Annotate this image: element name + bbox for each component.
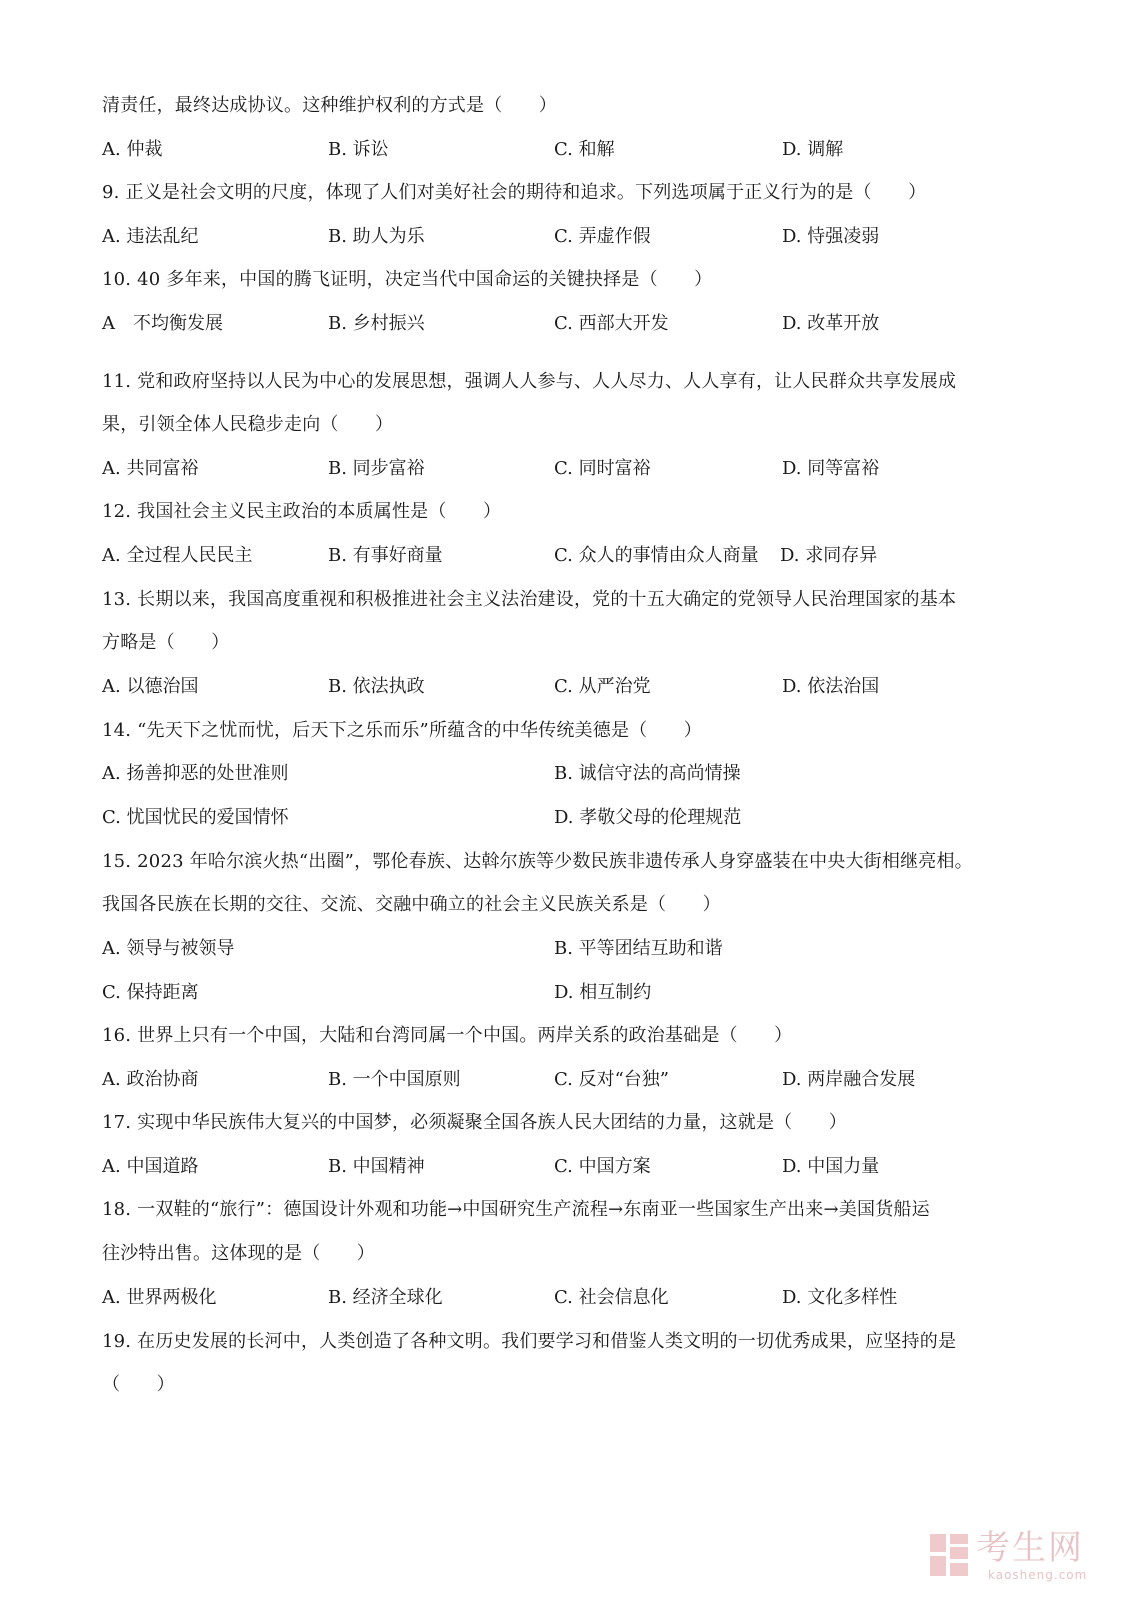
- q12-option-d: D. 求同存异: [780, 545, 878, 566]
- q11-option-c: C. 同时富裕: [554, 458, 651, 479]
- q18-option-d: D. 文化多样性: [782, 1287, 898, 1308]
- q8-stem: 清责任，最终达成协议。这种维护权利的方式是（ ）: [102, 95, 557, 116]
- q8-option-d: D. 调解: [782, 139, 844, 160]
- q18-stem-line1: 18. 一双鞋的“旅行”：德国设计外观和功能→中国研究生产流程→东南亚一些国家生产出来→美国货船运: [102, 1199, 930, 1220]
- q17-option-a: A. 中国道路: [102, 1156, 199, 1177]
- q14-stem: 14. “先天下之忧而忧，后天下之乐而乐”所蕴含的中华传统美德是（ ）: [102, 720, 702, 741]
- q12-option-c: C. 众人的事情由众人商量: [554, 545, 759, 566]
- watermark-text: 考生网: [976, 1528, 1084, 1568]
- q15-option-b: B. 平等团结互助和谐: [554, 938, 723, 959]
- q17-option-c: C. 中国方案: [554, 1156, 651, 1177]
- q12-option-a: A. 全过程人民民主: [102, 545, 253, 566]
- q11-stem-line1: 11. 党和政府坚持以人民为中心的发展思想，强调人人参与、人人尽力、人人享有，让人民群众共享发展成: [102, 371, 957, 392]
- q18-option-c: C. 社会信息化: [554, 1287, 669, 1308]
- q11-stem-line2: 果，引领全体人民稳步走向（ ）: [102, 414, 394, 435]
- q17-option-b: B. 中国精神: [328, 1156, 425, 1177]
- q13-option-c: C. 从严治党: [554, 676, 651, 697]
- q10-stem: 10. 40 多年来，中国的腾飞证明，决定当代中国命运的关键抉择是（ ）: [102, 269, 713, 290]
- q9-stem: 9. 正义是社会文明的尺度，体现了人们对美好社会的期待和追求。下列选项属于正义行为的是（ ）: [102, 182, 927, 203]
- q14-option-b: B. 诚信守法的高尚情操: [554, 763, 741, 784]
- q12-option-b: B. 有事好商量: [328, 545, 443, 566]
- watermark-url: kaosheng.com: [988, 1568, 1088, 1582]
- q11-option-a: A. 共同富裕: [102, 458, 199, 479]
- q9-option-d: D. 恃强凌弱: [782, 226, 880, 247]
- q19-stem-line2: （ ）: [102, 1374, 175, 1395]
- q15-stem-line2: 我国各民族在长期的交往、交流、交融中确立的社会主义民族关系是（ ）: [102, 894, 721, 915]
- q14-option-d: D. 孝敬父母的伦理规范: [554, 807, 742, 828]
- q14-option-a: A. 扬善抑恶的处世准则: [102, 763, 289, 784]
- q13-stem-line2: 方略是（ ）: [102, 632, 230, 653]
- q12-stem: 12. 我国社会主义民主政治的本质属性是（ ）: [102, 501, 502, 522]
- q15-stem-line1: 15. 2023 年哈尔滨火热“出圈”，鄂伦春族、达斡尔族等少数民族非遗传承人身穿盛装在中央大街相继亮相。: [102, 851, 973, 872]
- q18-option-b: B. 经济全球化: [328, 1287, 443, 1308]
- q16-option-c: C. 反对“台独”: [554, 1069, 669, 1090]
- q15-option-c: C. 保持距离: [102, 982, 199, 1003]
- q10-option-d: D. 改革开放: [782, 313, 880, 334]
- q15-option-a: A. 领导与被领导: [102, 938, 235, 959]
- q13-stem-line1: 13. 长期以来，我国高度重视和积极推进社会主义法治建设，党的十五大确定的党领导人民治理国家的基本: [102, 589, 957, 610]
- watermark: [928, 1528, 1118, 1584]
- q18-option-a: A. 世界两极化: [102, 1287, 217, 1308]
- q8-option-b: B. 诉讼: [328, 139, 389, 160]
- q13-option-a: A. 以德治国: [102, 676, 199, 697]
- q10-option-a: A 不均衡发展: [102, 313, 223, 334]
- q19-stem-line1: 19. 在历史发展的长河中，人类创造了各种文明。我们要学习和借鉴人类文明的一切优秀成果，应坚持的是: [102, 1331, 957, 1352]
- q15-option-d: D. 相互制约: [554, 982, 652, 1003]
- q14-option-c: C. 忧国忧民的爱国情怀: [102, 807, 289, 828]
- q13-option-b: B. 依法执政: [328, 676, 425, 697]
- q16-option-d: D. 两岸融合发展: [782, 1069, 916, 1090]
- q17-stem: 17. 实现中华民族伟大复兴的中国梦，必须凝聚全国各族人民大团结的力量，这就是（ ）: [102, 1112, 847, 1133]
- q13-option-d: D. 依法治国: [782, 676, 880, 697]
- q9-option-c: C. 弄虚作假: [554, 226, 651, 247]
- q9-option-b: B. 助人为乐: [328, 226, 425, 247]
- q9-option-a: A. 违法乱纪: [102, 226, 199, 247]
- q17-option-d: D. 中国力量: [782, 1156, 880, 1177]
- q11-option-b: B. 同步富裕: [328, 458, 425, 479]
- q10-option-b: B. 乡村振兴: [328, 313, 425, 334]
- q16-option-b: B. 一个中国原则: [328, 1069, 461, 1090]
- q16-stem: 16. 世界上只有一个中国，大陆和台湾同属一个中国。两岸关系的政治基础是（ ）: [102, 1025, 793, 1046]
- q11-option-d: D. 同等富裕: [782, 458, 880, 479]
- q10-option-c: C. 西部大开发: [554, 313, 669, 334]
- q8-option-c: C. 和解: [554, 139, 615, 160]
- kaosheng-logo-icon: [928, 1532, 970, 1578]
- q18-stem-line2: 往沙特出售。这体现的是（ ）: [102, 1243, 375, 1264]
- q8-option-a: A. 仲裁: [102, 139, 163, 160]
- q16-option-a: A. 政治协商: [102, 1069, 199, 1090]
